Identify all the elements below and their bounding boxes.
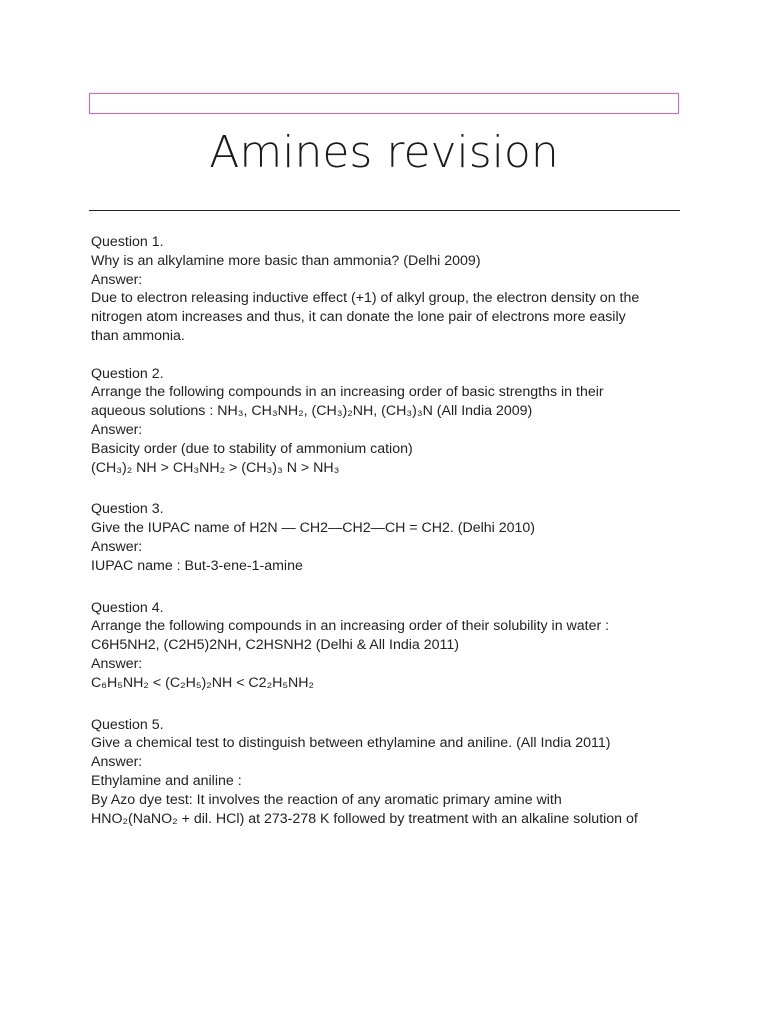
question-label: Question 5. [91,716,164,733]
answer-text: than ammonia. [91,327,185,344]
question-block-3 [91,500,691,575]
answer-label: Answer: [91,754,143,771]
answer-text: C₆H₅NH₂ < (C₂H₅)₂NH < C2₂H₅NH₂ [91,674,315,691]
document-body [91,233,691,847]
question-text: C6H5NH2, (C2H5)2NH, C2HSNH2 (Delhi & All India 2011) [91,637,459,654]
answer-label: Answer: [91,655,143,672]
answer-text: By Azo dye test: It involves the reaction of any aromatic primary amine with [91,791,562,808]
question-block-1 [91,233,691,346]
answer-text: Due to electron releasing inductive effect (+1) of alkyl group, the electron density on the [91,290,640,307]
answer-label: Answer: [91,271,143,288]
empty-header-box [89,93,679,114]
question-text: Give a chemical test to distinguish between ethylamine and aniline. (All India 2011) [91,735,611,752]
question-label: Question 1. [91,234,164,250]
question-text: Give the IUPAC name of H2N — CH2—CH2—CH = CH2. (Delhi 2010) [91,520,536,537]
question-label: Question 3. [91,501,164,518]
question-text: Arrange the following compounds in an increasing order of their solubility in water : [91,618,610,635]
answer-text: nitrogen atom increases and thus, it can donate the lone pair of electrons more easily [91,309,626,326]
answer-label: Answer: [91,538,143,555]
answer-text: Ethylamine and aniline : [91,772,242,789]
question-text: aqueous solutions : NH₃, CH₃NH₂, (CH₃)₂NH, (CH₃)₃N (All India 2009) [91,403,533,420]
question-text: Arrange the following compounds in an increasing order of basic strengths in their [91,384,604,401]
answer-text: Basicity order (due to stability of ammonium cation) [91,440,413,457]
answer-text: HNO₂(NaNO₂ + dil. HCl) at 273-278 K followed by treatment with an alkaline solution of [91,810,638,827]
question-block-5 [91,716,691,829]
question-label: Question 2. [91,365,164,382]
answer-text: IUPAC name : But-3-ene-1-amine [91,557,303,574]
question-text: Why is an alkylamine more basic than ammonia? (Delhi 2009) [91,252,481,269]
answer-text: (CH₃)₂ NH > CH₃NH₂ > (CH₃)₃ N > NH₃ [91,459,340,476]
question-block-4 [91,599,691,693]
answer-label: Answer: [91,421,143,438]
question-label: Question 4. [91,599,164,616]
question-block-2 [91,365,691,478]
title-divider [89,210,680,211]
page-title: Amines revision [209,127,559,178]
